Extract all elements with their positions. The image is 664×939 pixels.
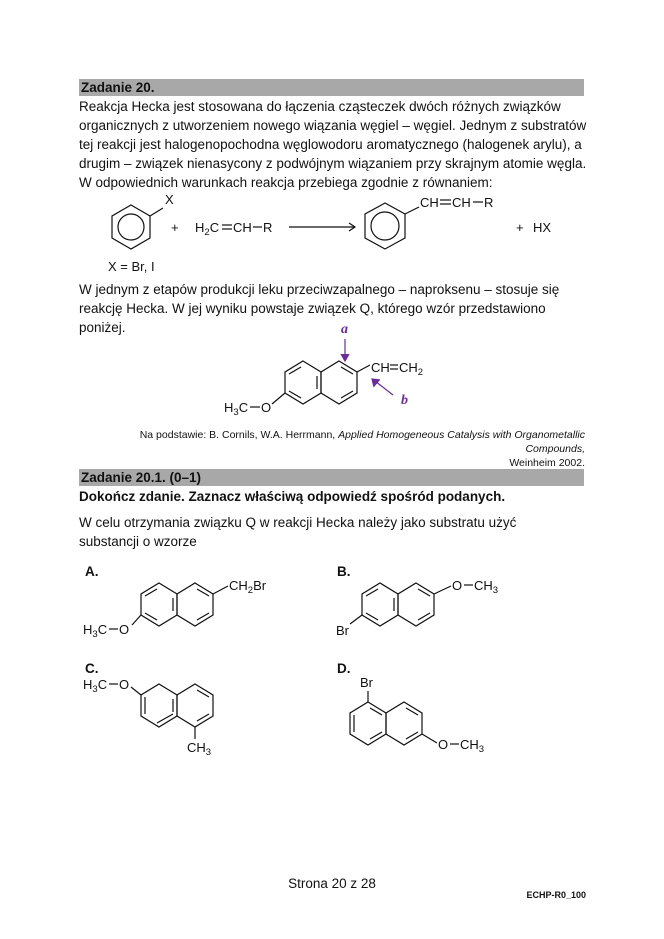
task-intro-2: W jednym z etapów produkcji leku przeciwzapalnego – naproksenu – stosuje się reakcję Hecka. W jej wyniku powstaje związek Q, którego wzór przedstawiono poniżej.: [79, 282, 560, 335]
option-c-structure[interactable]: [80, 672, 280, 762]
option-c-o: O: [119, 677, 130, 692]
subtask-question: W celu otrzymania związku Q w reakcji Hecka należy jako substratu użyć substancji o wzorze: [79, 515, 517, 549]
option-a-structure[interactable]: [80, 570, 310, 650]
vinyl-ch: CH: [371, 360, 390, 375]
vinyl-ch2: $CH_2$: [399, 360, 424, 378]
plus-sign-1: +: [171, 220, 179, 235]
naphthalene-left-ring: [285, 361, 321, 404]
task-header: Zadanie 20.: [79, 79, 584, 96]
x-definition: X = Br, I: [108, 259, 155, 274]
naphthalene-right-ring: [321, 361, 357, 404]
option-d-o: O: [438, 737, 449, 752]
option-c-ch3: $CH_3$: [187, 740, 212, 758]
subtask-instruction: Dokończ zdanie. Zaznacz właściwą odpowiedź spośród podanych.: [79, 489, 506, 504]
position-mark-a: a: [341, 322, 348, 337]
option-b-br: Br: [336, 623, 349, 638]
methoxy-o: O: [261, 400, 272, 415]
plus-sign-2: +: [516, 220, 524, 235]
compound-q-structure: [210, 318, 470, 428]
source-citation: Na podstawie: B. Cornils, W.A. Herrmann, Applied Homogeneous Catalysis with Organometallic Compounds, Weinheim 2002.: [139, 429, 585, 469]
option-b-structure[interactable]: [330, 570, 530, 650]
option-a-label[interactable]: A.: [85, 564, 99, 579]
option-b-label[interactable]: B.: [337, 564, 351, 579]
option-a-h3c: $H_3C$: [83, 622, 108, 640]
exam-code: ECHP-R0_100: [526, 890, 586, 900]
alkene-ch: CH: [233, 220, 252, 235]
product-hx: HX: [533, 220, 552, 235]
page-number: Strona 20 z 28: [288, 876, 376, 891]
option-a-o: O: [119, 622, 130, 637]
option-d-br: Br: [360, 675, 373, 690]
option-c-h3c: $H_3C$: [83, 677, 108, 695]
alkene-h2c: $H_2C$: [195, 220, 220, 238]
option-d-ch3: $CH_3$: [460, 737, 485, 755]
option-c-label[interactable]: C.: [85, 661, 99, 676]
option-b-ch3: $CH_3$: [474, 578, 499, 596]
product-r: R: [484, 195, 494, 210]
methoxy-h3c: $H_3C$: [224, 400, 249, 418]
reaction-equation: [79, 188, 589, 278]
source-book-title: Applied Homogeneous Catalysis with Organometallic Compounds,: [338, 429, 585, 455]
substituent-x: X: [165, 192, 174, 207]
alkene-r: R: [263, 220, 273, 235]
subtask-header: Zadanie 20.1. (0–1): [79, 469, 584, 486]
option-b-o: O: [452, 578, 463, 593]
option-a-ch2br: $CH_2Br$: [229, 578, 267, 596]
option-d-structure[interactable]: [330, 672, 530, 762]
product-ch1: CH: [420, 195, 439, 210]
option-d-label[interactable]: D.: [337, 661, 351, 676]
task-intro: Reakcja Hecka jest stosowana do łączenia cząsteczek dwóch różnych związków organicznych z utworzeniem nowego wiązania węgiel – węgiel. Jednym z substratów tej reakcji jest halogenopochodna węglowodoru aromatycznego (halogenek arylu), a drugim – związek nienasycony z podwójnym wiązaniem przy skrajnym atomie węgla. W odpowiednich warunkach reakcja przebiega zgodnie z równaniem:: [79, 99, 587, 190]
product-ch2: CH: [452, 195, 471, 210]
position-mark-b: b: [401, 393, 408, 408]
